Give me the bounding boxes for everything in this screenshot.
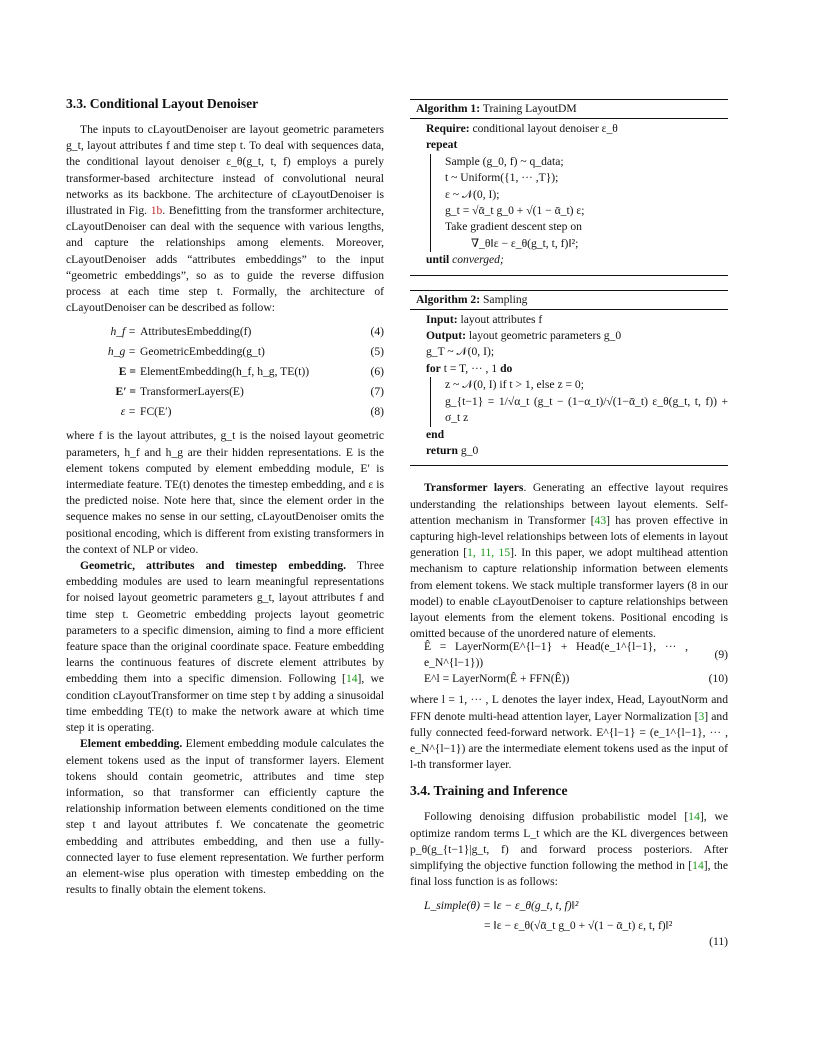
equation-10: E^l = LayerNorm(Ê + FFN(Ê)) (10) <box>424 672 728 686</box>
paragraph-intro <box>66 122 384 316</box>
equation-11: L_simple(θ) = ‖ε − ε_θ(g_t, t, f)‖² = ‖ε − ε_θ(√ᾱ_t g_0 + √(1 − ᾱ_t) ε, t, f)‖² (11) <box>424 899 728 949</box>
algorithm-1: Algorithm 1: Training LayoutDM Require: conditional layout denoiser ε_θ repeat Sample (g_0, f) ~ q_data; t ~ Uniform({1, ··· ,T}); ε ~ 𝒩(0, I); g_t = √ᾱ_t g_0 + √(1 − ᾱ_t) ε; Take gradient descent step on ∇_θ‖ε − ε_θ(g_t, t, f)‖²; until converged; <box>410 99 728 276</box>
paragraph-definitions: where f is the layout attributes, g_t is the noised layout geometric parameters, h_f and h_g are their hidden representations. E is the element tokens computed by element embedding module, E′ is intermediate feature. TE(t) denotes the timestep embedding, and ε is the predicted noise. Note here that, since the element order in the sequence makes no sense in our setting, cLayoutDenoiser omits the positional encoding, which is different from existing transformers in the context of NLP or video. <box>66 429 384 556</box>
section-title-3-4: 3.4. Training and Inference <box>410 783 568 799</box>
algorithm-1-loop: Sample (g_0, f) ~ q_data; t ~ Uniform({1, ··· ,T}); ε ~ 𝒩(0, I); g_t = √ᾱ_t g_0 + √(1 − ᾱ_t) ε; Take gradient descent step on ∇_θ‖ε − ε_θ(g_t, t, f)‖²; <box>430 154 728 252</box>
figure-link[interactable]: 1b <box>150 204 163 218</box>
paragraph-transformer-layers: Transformer layers. Generating an effective layout requires understanding the relationships between layout elements. Self-attention mechanism in Transformer [43] has proven effective in capturing high-level relationships between lots of elements in layout generation [1, 11, 15]. In this paper, we adopt multihead attention mechanism to capture relationship information between elements from element tokens. We stack multiple transformer layers (8 in our model) to enable cLayoutDenoiser to capture relationships between layout elements from the element tokens. Positional encoding is omitted because of the unordered nature of elements. <box>410 481 728 641</box>
equation-6: E = ElementEmbedding(h_f, h_g, TE(t)) (6) <box>118 365 384 379</box>
paragraph-embedding: Geometric, attributes and timestep embedding. Three embedding modules are used to learn meaningful representations for noised layout geometric parameters g_t, layout attributes f and time step t. Geometric embedding projects layout geometric parameters to a specific dimension, aiming to find a more efficient feature space than the original coordinate space. Feature embedding learns the continuous features of discrete element attributes by embedding them into a specific dimension. Following [14], we condition cLayoutTransformer on time step t by adding a sinusoidal time embedding TE(t) to make the network aware at which time step it is operating. <box>66 559 384 735</box>
algorithm-2-loop: z ~ 𝒩(0, I) if t > 1, else z = 0; g_{t−1} = 1/√α_t (g_t − (1−α_t)/√(1−ᾱ_t) ε_θ(g_t, t, f)) + σ_t z <box>430 377 728 426</box>
left-column <box>66 92 384 898</box>
equation-5: h_g = GeometricEmbedding(g_t) (5) <box>107 345 384 359</box>
paragraph-intro-text: The inputs to cLayoutDenoiser are layout geometric parameters g_t, layout attributes f and time step t. To deal with sequences data, the conditional layout denoiser ε_θ(g_t, t, f) employs a purely transformer-based architecture instead of convolutional neural networks as its backbone. The architecture of cLayoutDenoiser is illustrated in Fig. <box>66 123 384 218</box>
paragraph-layer-notation: where l = 1, ··· , L denotes the layer index, Head, LayoutNorm and FFN denote multi-head attention layer, Layer Normalization [3] and fully connected feed-forward network. E^{l−1} = (e_1^{l−1}, ··· , e_N^{l−1}) are the intermediate element tokens used as the input of l-th transformer layer. <box>410 693 728 772</box>
section-title-3-3: 3.3. Conditional Layout Denoiser <box>66 96 259 111</box>
equation-8: ε = FC(E′) (8) <box>120 405 384 419</box>
paragraph-intro-end: . Benefitting from the transformer architecture, cLayoutDenoiser can deal with the sequence with various lengths, and capture the relationships among elements. Moreover, cLayoutDenoiser adds “attributes embeddings” to the input “geometric embeddings”, so as to guide the reverse diffusion process at each time step t. Formally, the architecture of cLayoutDenoiser can be described as follow: <box>66 204 384 315</box>
citation-link[interactable]: 1, 11, 15 <box>467 546 511 560</box>
equation-block <box>66 322 384 422</box>
citation-link[interactable]: 14 <box>345 672 358 686</box>
citation-link[interactable]: 14 <box>688 810 700 824</box>
paragraph-training: Following denoising diffusion probabilistic model [14], we optimize random terms L_t which are the KL divergences between p_θ(g_{t−1}|g_t, f) and forward process posteriors. After simplifying the objective function following the method in [14], the final loss function is as follows: <box>410 810 728 889</box>
algorithm-2: Algorithm 2: Sampling Input: layout attributes f Output: layout geometric parameters g_0 g_T ~ 𝒩(0, I); for t = T, ··· , 1 do z ~ 𝒩(0, I) if t > 1, else z = 0; g_{t−1} = 1/√α_t (g_t − (1−α_t)/√(1−ᾱ_t) ε_θ(g_t, t, f)) + σ_t z end return g_0 <box>410 290 728 467</box>
citation-link[interactable]: 3 <box>698 709 705 723</box>
equation-9: Ê = LayerNorm(E^{l−1} + Head(e_1^{l−1}, ··· , e_N^{l−1})) (9) <box>424 640 728 670</box>
right-column <box>410 99 728 952</box>
paragraph-element-embedding: Element embedding. Element embedding module calculates the element tokens used as the input of transformer layers. Element tokens should contain geometric, attributes and time step information, so that transformer can efficiently capture the relationship information between elements conditioned on the time step t and layout attributes f. We concatenate the geometric embedding and attributes embedding, and then use a fully-connected layer to fuse element representation. We further perform an element-wise plus operation with timestep embedding on the results to finally obtain the element tokens. <box>66 737 384 897</box>
equation-4: h_f = AttributesEmbedding(f) (4) <box>110 325 384 339</box>
citation-link[interactable]: 14 <box>692 858 704 872</box>
equation-7: E′ = TransformerLayers(E) (7) <box>115 385 384 399</box>
citation-link[interactable]: 43 <box>594 513 607 527</box>
